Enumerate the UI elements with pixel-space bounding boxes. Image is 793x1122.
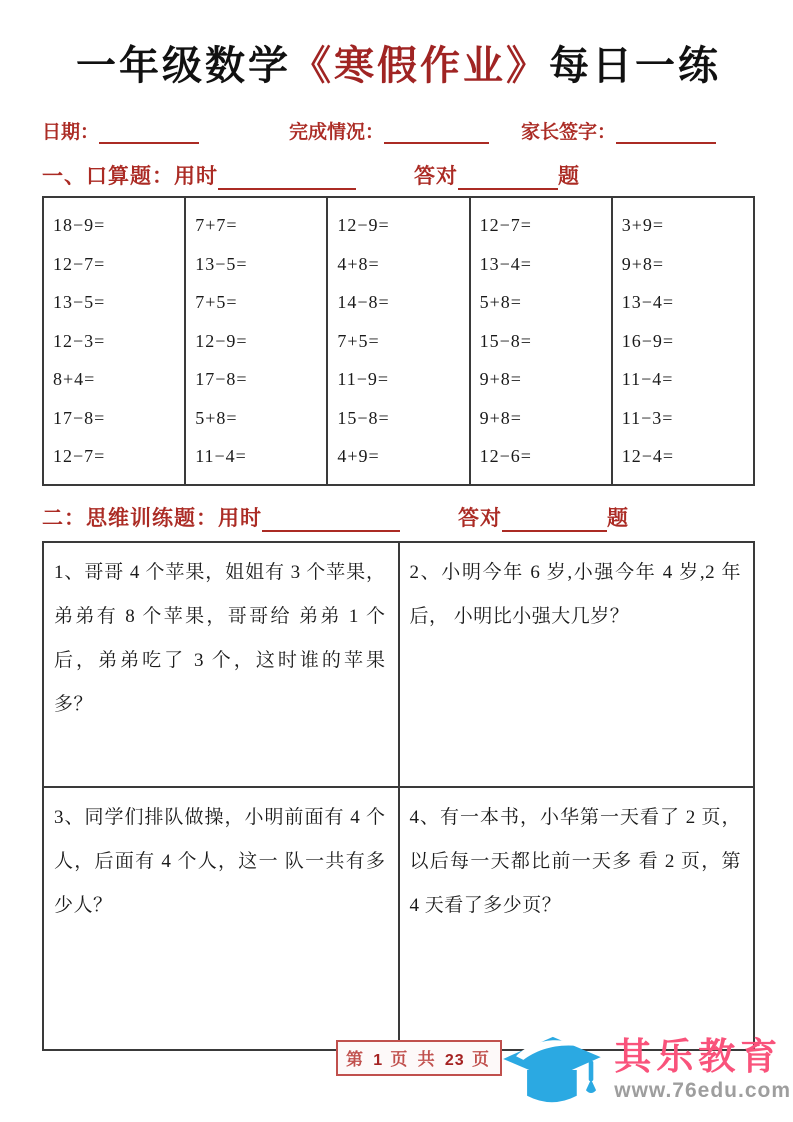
math-expression: 7+5= bbox=[337, 330, 380, 351]
section-thinking-suffix: 题 bbox=[607, 505, 629, 530]
date-blank-line bbox=[99, 126, 199, 144]
math-expression: 11−4= bbox=[195, 446, 247, 466]
section-oral-heading bbox=[42, 158, 755, 190]
math-expression: 9+8= bbox=[479, 369, 522, 389]
word-problem-cell-2 bbox=[399, 542, 755, 787]
brand-website: www.76edu.com bbox=[614, 1079, 791, 1102]
correct-count-blank-line bbox=[458, 172, 558, 190]
word-problem-2: 2、小明今年 6 岁,小强今年 4 岁,2 年后， 小明比小强大几岁？ bbox=[409, 561, 741, 627]
math-expression: 18−9= bbox=[53, 215, 106, 235]
section-thinking-prefix: 二：思维训练题：用时 bbox=[42, 505, 262, 530]
page-number-box bbox=[336, 1040, 502, 1076]
word-problem-cell-1 bbox=[43, 542, 399, 787]
title-part-highlight: 《寒假作业》 bbox=[291, 43, 549, 88]
math-expression: 17−8= bbox=[195, 369, 248, 389]
math-expression: 13−5= bbox=[53, 292, 106, 312]
math-expression: 12−7= bbox=[479, 215, 532, 235]
oral-column-2 bbox=[185, 197, 327, 485]
section-oral-prefix: 一、口算题：用时 bbox=[42, 164, 218, 188]
page-total: 23 bbox=[444, 1052, 465, 1069]
math-expression: 5+8= bbox=[479, 292, 522, 312]
title-part-right: 每日一练 bbox=[549, 43, 721, 88]
time-blank-line bbox=[262, 514, 400, 532]
oral-column-5 bbox=[612, 197, 754, 485]
section-oral-suffix: 题 bbox=[558, 164, 580, 188]
math-expression: 14−8= bbox=[337, 292, 390, 312]
date-label: 日期： bbox=[42, 122, 100, 143]
math-expression: 4+8= bbox=[337, 253, 380, 274]
math-expression: 17−8= bbox=[53, 407, 106, 428]
brand-text-block bbox=[614, 1036, 791, 1104]
math-expression: 8+4= bbox=[53, 369, 96, 389]
math-expression: 13−5= bbox=[195, 253, 248, 274]
section-oral-mid: 答对 bbox=[414, 164, 458, 188]
math-expression: 12−7= bbox=[53, 253, 106, 274]
oral-arithmetic-table bbox=[42, 196, 755, 486]
completion-label: 完成情况： bbox=[289, 122, 385, 143]
math-expression: 9+8= bbox=[621, 253, 665, 274]
page-suffix: 页 bbox=[471, 1050, 492, 1069]
page-title bbox=[42, 40, 755, 92]
signature-blank-line bbox=[616, 126, 716, 144]
graduation-cap-icon bbox=[492, 1024, 610, 1116]
math-expression: 12−6= bbox=[479, 446, 532, 466]
time-blank-line bbox=[218, 172, 356, 190]
oral-column-3 bbox=[327, 197, 469, 485]
completion-blank-line bbox=[384, 126, 489, 144]
word-problem-cell-4 bbox=[399, 787, 755, 1050]
word-problems-table bbox=[42, 541, 755, 1051]
oral-column-1 bbox=[43, 197, 185, 485]
word-problem-cell-3 bbox=[43, 787, 399, 1050]
page-number: 1 bbox=[373, 1052, 384, 1069]
math-expression: 16−9= bbox=[621, 330, 675, 351]
math-expression: 12−3= bbox=[53, 330, 106, 351]
section-thinking-heading bbox=[42, 500, 755, 532]
math-expression: 15−8= bbox=[337, 407, 390, 428]
math-expression: 12−9= bbox=[337, 215, 390, 235]
math-expression: 9+8= bbox=[479, 407, 522, 428]
math-expression: 12−9= bbox=[195, 330, 248, 351]
math-expression: 3+9= bbox=[621, 215, 665, 235]
word-problem-1: 1、哥哥 4 个苹果，姐姐有 3 个苹果，弟弟有 8 个苹果，哥哥给 弟弟 1 个后，弟弟吃了 3 个，这时谁的苹果多？ bbox=[54, 561, 386, 715]
word-problem-4: 4、有一本书，小华第一天看了 2 页，以后每一天都比前一天多 看 2 页，第 4 天看了多少页？ bbox=[409, 806, 741, 916]
math-expression: 12−4= bbox=[621, 446, 675, 466]
math-expression: 7+7= bbox=[195, 215, 238, 235]
math-expression: 13−4= bbox=[479, 253, 532, 274]
brand-logo bbox=[492, 1024, 791, 1116]
math-expression: 11−9= bbox=[337, 369, 390, 389]
page-prefix: 第 bbox=[346, 1050, 366, 1069]
brand-name: 其乐教育 bbox=[614, 1036, 783, 1077]
math-expression: 11−3= bbox=[621, 407, 674, 428]
oral-column-4 bbox=[470, 197, 612, 485]
section-thinking-mid: 答对 bbox=[458, 505, 502, 530]
math-expression: 15−8= bbox=[479, 330, 532, 351]
math-expression: 12−7= bbox=[53, 446, 106, 466]
title-part-left: 一年级数学 bbox=[76, 43, 291, 88]
math-expression: 4+9= bbox=[337, 446, 380, 466]
info-row bbox=[42, 116, 755, 144]
math-expression: 5+8= bbox=[195, 407, 238, 428]
correct-count-blank-line bbox=[502, 514, 607, 532]
word-problem-3: 3、同学们排队做操，小明前面有 4 个人，后面有 4 个人，这一 队一共有多少人？ bbox=[54, 806, 386, 916]
math-expression: 13−4= bbox=[621, 292, 675, 312]
page-mid: 页 共 bbox=[390, 1050, 438, 1069]
signature-label: 家长签字： bbox=[521, 122, 617, 143]
math-expression: 7+5= bbox=[195, 292, 238, 312]
math-expression: 11−4= bbox=[621, 369, 674, 389]
